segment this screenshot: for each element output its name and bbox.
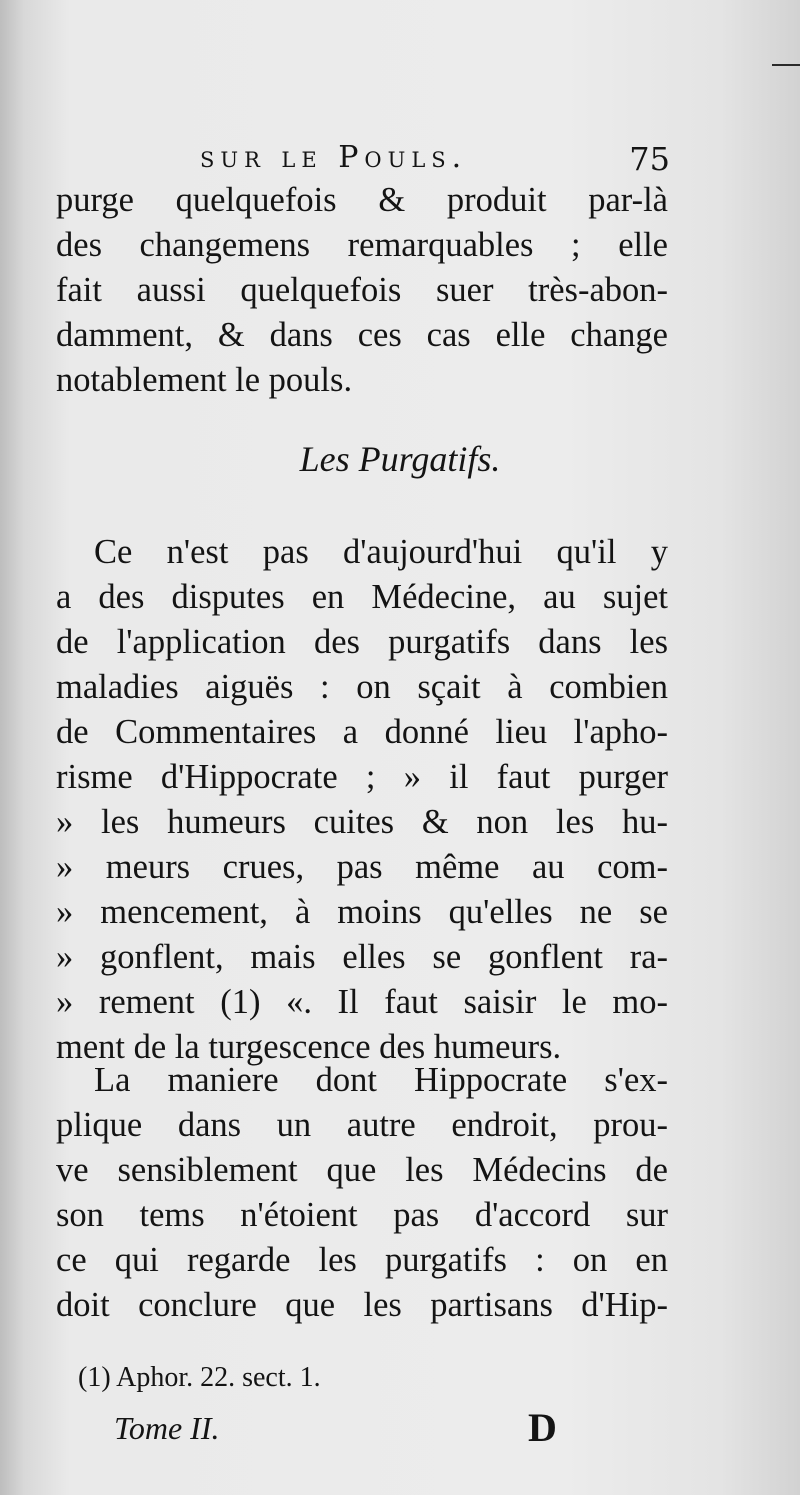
page-number: 75 <box>629 140 670 178</box>
text-line: de Commentaires a donné lieu l'apho- <box>56 713 668 751</box>
text-line: maladies aiguës : on sçait à combien <box>56 668 668 706</box>
text-line: purge quelquefois & produit par-là <box>56 181 668 219</box>
text-line: doit conclure que les partisans d'Hip- <box>56 1286 668 1324</box>
text-line: a des disputes en Médecine, au sujet <box>56 578 668 616</box>
text-line: fait aussi quelquefois suer très-abon- <box>56 271 668 309</box>
page-edge-line <box>772 64 800 66</box>
text-line: ve sensiblement que les Médecins de <box>56 1151 668 1189</box>
text-line: » gonflent, mais elles se gonflent ra- <box>56 938 668 976</box>
text-line: plique dans un autre endroit, prou- <box>56 1106 668 1144</box>
text-line: notablement le pouls. <box>56 361 353 399</box>
text-line: » meurs crues, pas même au com- <box>56 848 668 886</box>
page-header <box>200 140 670 180</box>
text-line: risme d'Hippocrate ; » il faut purger <box>56 758 668 796</box>
text-line: de l'application des purgatifs dans les <box>56 623 668 661</box>
footnote: (1) Aphor. 22. sect. 1. <box>78 1362 321 1393</box>
text-line: ment de la turgescence des humeurs. <box>56 1028 562 1066</box>
text-line: » rement (1) «. Il faut saisir le mo- <box>56 983 668 1021</box>
volume-signature: Tome II. <box>114 1410 220 1446</box>
paragraph-3 <box>56 1058 668 1328</box>
text-line: La maniere dont Hippocrate s'ex- <box>94 1061 668 1099</box>
text-line: Ce n'est pas d'aujourd'hui qu'il y <box>94 533 668 571</box>
paragraph-2 <box>56 530 668 1070</box>
running-title: sur le Pouls. <box>200 140 468 175</box>
text-line: » les humeurs cuites & non les hu- <box>56 803 668 841</box>
section-heading: Les Purgatifs. <box>299 439 501 479</box>
text-line: » mencement, à moins qu'elles ne se <box>56 893 668 931</box>
text-line: ce qui regarde les purgatifs : on en <box>56 1241 668 1279</box>
paragraph-1 <box>56 178 668 403</box>
text-line: damment, & dans ces cas elle change <box>56 316 668 354</box>
text-line: des changemens remarquables ; elle <box>56 226 668 264</box>
signature-mark: D <box>528 1405 557 1450</box>
text-line: son tems n'étoient pas d'accord sur <box>56 1196 668 1234</box>
